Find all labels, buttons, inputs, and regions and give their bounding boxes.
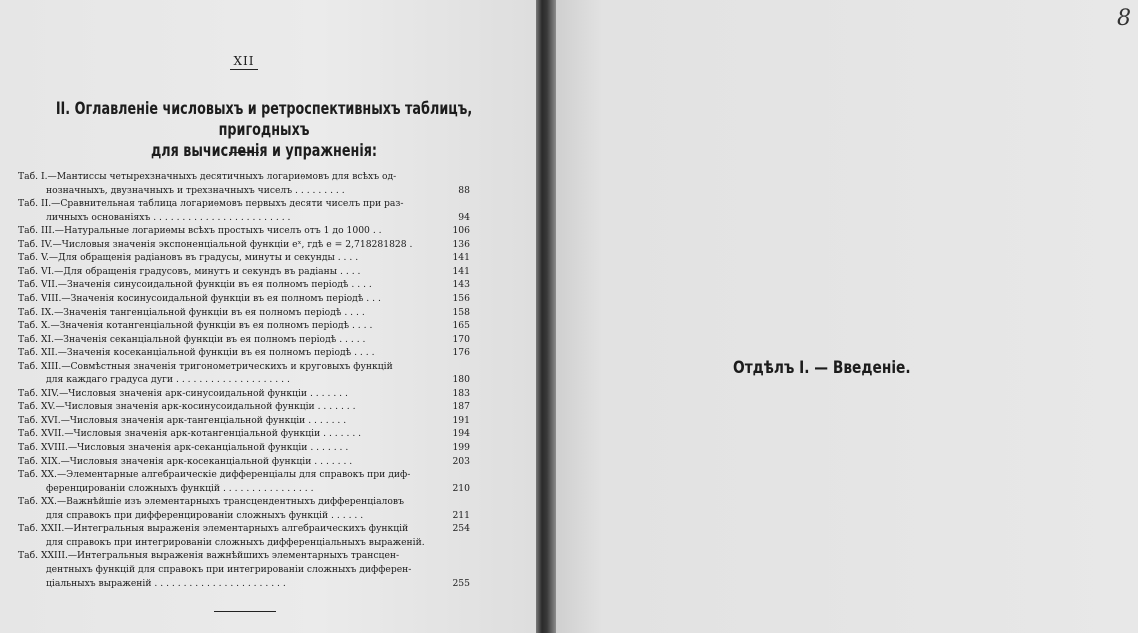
toc-line bbox=[18, 292, 470, 305]
toc-entry-page: 183 bbox=[452, 387, 470, 399]
toc-entry-page: 158 bbox=[452, 306, 470, 318]
chapter-heading: Отдѣлъ I. — Введеніе. bbox=[733, 358, 911, 378]
toc-entry-page: 165 bbox=[452, 320, 470, 332]
title-rule bbox=[229, 152, 259, 153]
toc-entry-text: Таб. XIII.—Совмѣстныя значенія тригонометрическихъ и круговыхъ функцій bbox=[18, 360, 393, 372]
toc-line bbox=[18, 549, 470, 562]
toc-entry-page: 176 bbox=[452, 347, 470, 359]
toc-line bbox=[18, 536, 470, 549]
toc-line bbox=[18, 373, 470, 386]
page-number: XII bbox=[230, 54, 258, 70]
section-title bbox=[49, 98, 479, 161]
toc-entry-text: Таб. XXIII.—Интегральныя выраженія важнѣйшихъ элементарныхъ трансцен- bbox=[18, 550, 400, 562]
toc-entry-text: для справокъ при дифференцированіи сложныхъ функцій . . . . . . bbox=[46, 509, 364, 521]
toc-line bbox=[18, 509, 470, 522]
toc-entry-text: Таб. IV.—Числовыя значенія экспоненціальной функціи eˣ, гдѣ e = 2,718281828 . bbox=[18, 238, 413, 250]
toc-entry-text: Таб. XI.—Значенія секанціальной функціи въ ея полномъ періодѣ . . . . . bbox=[18, 333, 366, 345]
toc-entry-text: Таб. XV.—Числовыя значенія арк-косинусоидальной функціи . . . . . . . bbox=[18, 401, 356, 413]
toc-line bbox=[18, 441, 470, 454]
toc-entry-text: Таб. XVII.—Числовыя значенія арк-котангенціальной функціи . . . . . . . bbox=[18, 428, 362, 440]
toc-entry-page: 106 bbox=[452, 225, 470, 237]
right-page bbox=[556, 0, 1138, 633]
toc-entry-text: для каждаго градуса дуги . . . . . . . . . . . . . . . . . . . . bbox=[46, 374, 290, 386]
toc-entry-page: 254 bbox=[452, 523, 470, 535]
toc-entry-page: 255 bbox=[452, 577, 470, 589]
toc-entry-page: 211 bbox=[452, 509, 470, 521]
toc-line bbox=[18, 211, 470, 224]
toc-line bbox=[18, 427, 470, 440]
toc-entry-text: Таб. XX.—Важнѣйшіе изъ элементарныхъ трансцендентныхъ дифференціаловъ bbox=[18, 496, 404, 508]
toc-entry-page: 199 bbox=[452, 442, 470, 453]
left-page bbox=[0, 0, 536, 633]
toc-line bbox=[18, 387, 470, 400]
toc-entry-page: 143 bbox=[452, 279, 470, 291]
handwritten-folio-mark: 8 bbox=[1117, 6, 1131, 31]
book-gutter bbox=[536, 0, 556, 633]
toc-entry-page: 88 bbox=[458, 184, 470, 196]
toc-entry-text: ференцированіи сложныхъ функцій . . . . . . . . . . . . . . . . bbox=[46, 482, 314, 494]
toc-entry-text: дентныхъ функцій для справокъ при интегрированіи сложныхъ дифферен- bbox=[46, 563, 412, 575]
toc-line bbox=[18, 319, 470, 332]
toc-line bbox=[18, 346, 470, 359]
toc-line bbox=[18, 278, 470, 291]
toc-line bbox=[18, 224, 470, 237]
toc-entry-text: Таб. X.—Значенія котангенціальной функціи въ ея полномъ періодѣ . . . . bbox=[18, 320, 373, 332]
toc-entry-text: Таб. II.—Сравнительная таблица логариѳмовъ первыхъ десяти чиселъ при раз- bbox=[18, 198, 404, 210]
toc-entry-text: Таб. VI.—Для обращенія градусовъ, минутъ и секундъ въ радіаны . . . . bbox=[18, 265, 361, 277]
toc-line bbox=[18, 197, 470, 210]
toc-line bbox=[18, 468, 470, 481]
toc-entry-text: Таб. I.—Мантиссы четырехзначныхъ десятичныхъ логариѳмовъ для всѣхъ од- bbox=[18, 171, 397, 182]
toc-line bbox=[18, 495, 470, 508]
toc-line bbox=[18, 522, 470, 535]
toc-entry-text: личныхъ основаніяхъ . . . . . . . . . . . . . . . . . . . . . . . . bbox=[46, 211, 291, 223]
toc-line bbox=[18, 360, 470, 373]
toc-line bbox=[18, 414, 470, 427]
toc-entry-page: 203 bbox=[452, 455, 470, 467]
toc-line bbox=[18, 333, 470, 346]
toc-entry-page: 187 bbox=[452, 401, 470, 413]
toc-entry-text: Таб. VII.—Значенія синусоидальной функціи въ ея полномъ періодѣ . . . . bbox=[18, 279, 372, 291]
bottom-rule bbox=[214, 611, 276, 612]
toc-line bbox=[18, 251, 470, 264]
section-title-line-2: для вычисленія и упражненія: bbox=[150, 141, 378, 160]
toc-line bbox=[18, 482, 470, 495]
toc-line bbox=[18, 170, 470, 183]
toc-entry-page: 156 bbox=[452, 292, 470, 304]
toc-entry-page: 94 bbox=[458, 211, 470, 223]
section-title-line-1: II. Оглавленіе числовыхъ и ретроспективныхъ таблицъ, пригодныхъ bbox=[55, 99, 473, 139]
toc-entry-text: Таб. VIII.—Значенія косинусоидальной функціи въ ея полномъ періодѣ . . . bbox=[18, 292, 381, 304]
toc-entry-text: Таб. XIX.—Числовыя значенія арк-косеканціальной функціи . . . . . . . bbox=[18, 455, 353, 467]
toc-entry-text: Таб. IX.—Значенія тангенціальной функціи въ ея полномъ періодѣ . . . . bbox=[18, 306, 365, 318]
toc-entry-page: 191 bbox=[452, 414, 470, 426]
toc-line bbox=[18, 184, 470, 197]
toc-line bbox=[18, 306, 470, 319]
toc-entry-text: Таб. XIV.—Числовыя значенія арк-синусоидальной функціи . . . . . . . bbox=[18, 387, 348, 399]
toc-entry-page: 170 bbox=[452, 333, 470, 345]
toc-entry-text: Таб. XVIII.—Числовыя значенія арк-секанціальной функціи . . . . . . . bbox=[18, 442, 349, 453]
toc-entry-page: 180 bbox=[452, 374, 470, 386]
toc-entry-page: 136 bbox=[452, 238, 470, 250]
toc-line bbox=[18, 238, 470, 251]
toc-entry-page: 141 bbox=[452, 265, 470, 277]
toc-entry-text: нозначныхъ, двузначныхъ и трехзначныхъ чиселъ . . . . . . . . . bbox=[46, 184, 345, 196]
toc-entry-text: Таб. XX.—Элементарные алгебраическіе дифференціалы для справокъ при диф- bbox=[18, 469, 411, 481]
toc-entry-page: 141 bbox=[452, 252, 470, 264]
toc-entry-text: Таб. XXII.—Интегральныя выраженія элементарныхъ алгебраическихъ функцій bbox=[18, 523, 409, 535]
toc-entry-text: Таб. XII.—Значенія косеканціальной функціи въ ея полномъ періодѣ . . . . bbox=[18, 347, 375, 359]
toc-entry-text: для справокъ при интегрированіи сложныхъ дифференціальныхъ выраженій. bbox=[46, 536, 425, 548]
toc-line bbox=[18, 265, 470, 278]
toc-line bbox=[18, 400, 470, 413]
toc-entry-page: 194 bbox=[452, 428, 470, 440]
toc-entry-text: Таб. III.—Натуральные логариѳмы всѣхъ простыхъ чиселъ отъ 1 до 1000 . . bbox=[18, 225, 382, 237]
toc-entry-text: Таб. XVI.—Числовыя значенія арк-тангенціальной функціи . . . . . . . bbox=[18, 414, 347, 426]
toc-line bbox=[18, 455, 470, 468]
toc-line bbox=[18, 577, 470, 590]
toc-entry-text: Таб. V.—Для обращенія радіановъ въ градусы, минуты и секунды . . . . bbox=[18, 252, 359, 264]
toc-entry-page: 210 bbox=[452, 482, 470, 494]
toc-entry-text: ціальныхъ выраженій . . . . . . . . . . . . . . . . . . . . . . . bbox=[46, 577, 286, 589]
toc-line bbox=[18, 563, 470, 576]
